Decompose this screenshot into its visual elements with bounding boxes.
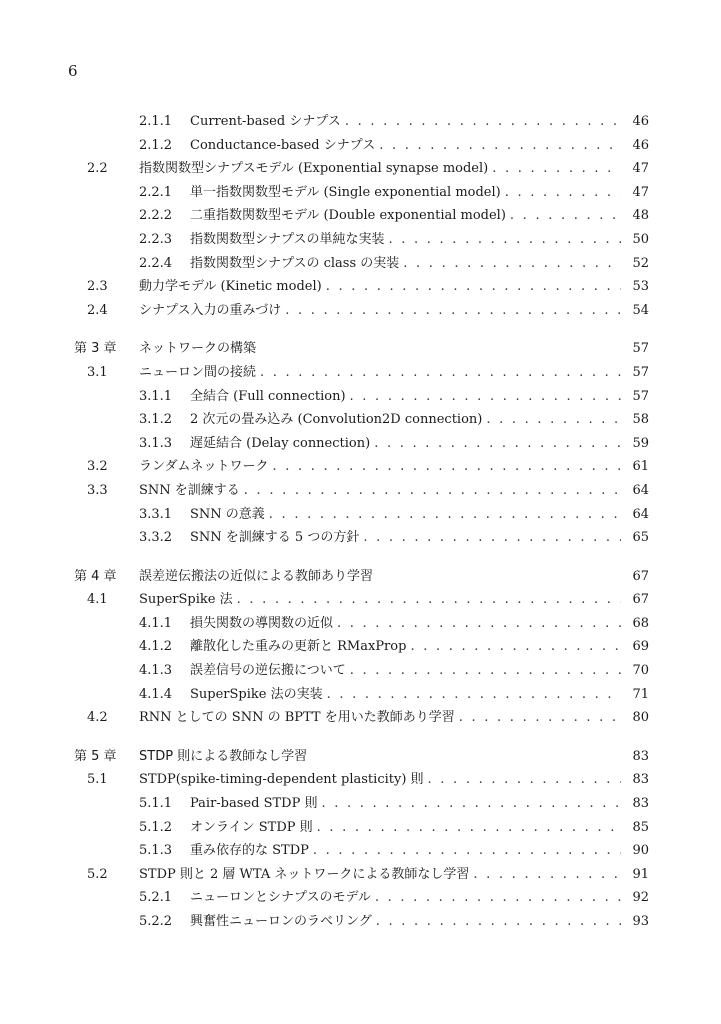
- toc-entry-sub[interactable]: [0, 110, 721, 134]
- toc-entry-sec[interactable]: [0, 455, 721, 479]
- toc-entry-page: 46: [621, 134, 649, 158]
- toc-entry-title: 誤差信号の逆伝搬について: [190, 659, 350, 683]
- toc-entry-sub[interactable]: [0, 792, 721, 816]
- dot-leader: [374, 432, 649, 456]
- toc-entry-number: 2.2: [87, 161, 108, 177]
- toc-entry-page: 57: [621, 337, 649, 361]
- toc-entry-sub[interactable]: [0, 659, 721, 683]
- toc-entry-title-wrap: [190, 635, 649, 659]
- toc-entry-number: 3.1.2: [139, 412, 173, 428]
- dot-leader: [363, 526, 649, 550]
- toc-entry-title: ランダムネットワーク: [139, 455, 272, 479]
- toc-entry-title-wrap: [190, 910, 649, 934]
- toc-entry-title: Current-based シナプス: [190, 110, 345, 134]
- toc-entry-number: 4.1.3: [139, 663, 173, 679]
- toc-entry-title: 誤差逆伝搬法の近似による教師あり学習: [139, 565, 377, 589]
- toc-entry-title: RNN としての SNN の BPTT を用いた教師あり学習: [139, 706, 459, 730]
- toc-entry-page: 93: [621, 910, 649, 934]
- toc-entry-number: 2.2.1: [139, 184, 173, 200]
- toc-entry-title-wrap: [190, 110, 649, 134]
- toc-entry-title: STDP 則による教師なし学習: [139, 745, 311, 769]
- toc-entry-page: 58: [621, 408, 649, 432]
- toc-entry-title: SuperSpike 法: [139, 588, 237, 612]
- toc-entry-title: 離散化した重みの更新と RMaxProp: [190, 635, 410, 659]
- dot-leader: [337, 612, 649, 636]
- toc-entry-title-wrap: [139, 361, 649, 385]
- toc-entry-page: 64: [621, 479, 649, 503]
- toc-entry-title-wrap: [190, 683, 649, 707]
- toc-entry-number: 3.1.3: [139, 435, 173, 451]
- toc-entry-number: 2.3: [87, 279, 108, 295]
- toc-entry-title: 遅延結合 (Delay connection): [190, 432, 374, 456]
- toc-entry-number: 5.2: [87, 866, 108, 882]
- toc-entry-number: 3.1.1: [139, 388, 173, 404]
- toc-entry-title-wrap: [190, 839, 649, 863]
- toc-entry-number: 5.2.1: [139, 890, 173, 906]
- toc-entry-page: 48: [621, 204, 649, 228]
- toc-entry-page: 80: [621, 706, 649, 730]
- toc-entry-title: Pair-based STDP 則: [190, 792, 321, 816]
- toc-entry-sub[interactable]: [0, 432, 721, 456]
- toc-entry-title: ネットワークの構築: [139, 337, 260, 361]
- toc-entry-page: 59: [621, 432, 649, 456]
- toc-entry-sec[interactable]: [0, 588, 721, 612]
- toc-entry-title-wrap: [139, 479, 649, 503]
- toc-entry-number: 3.3: [87, 482, 108, 498]
- toc-entry-title: ニューロン間の接続: [139, 361, 260, 385]
- toc-entry-number: 2.2.4: [139, 255, 173, 271]
- toc-entry-sub[interactable]: [0, 635, 721, 659]
- toc-entry-page: 46: [621, 110, 649, 134]
- toc-entry-sub[interactable]: [0, 910, 721, 934]
- toc-entry-title-wrap: [139, 745, 649, 769]
- toc-entry-number: 4.1.2: [139, 639, 173, 655]
- toc-entry-number: 4.2: [87, 710, 108, 726]
- toc-entry-title: オンライン STDP 則: [190, 816, 317, 840]
- toc-entry-title: 動力学モデル (Kinetic model): [139, 275, 326, 299]
- toc-entry-title-wrap: [190, 526, 649, 550]
- toc-entry-title: 指数関数型シナプスの単純な実装: [190, 228, 388, 252]
- toc-entry-title-wrap: [190, 612, 649, 636]
- toc-entry-title-wrap: [190, 228, 649, 252]
- toc-entry-title-wrap: [190, 816, 649, 840]
- toc-entry-title-wrap: [139, 863, 649, 887]
- dot-leader: [237, 588, 649, 612]
- toc-entry-number: 2.1.1: [139, 114, 173, 129]
- toc-entry-page: 71: [621, 683, 649, 707]
- toc-entry-sub[interactable]: [0, 886, 721, 910]
- dot-leader: [403, 252, 649, 276]
- toc-entry-title-wrap: [139, 706, 649, 730]
- toc-entry-title-wrap: [190, 385, 649, 409]
- toc-entry-title-wrap: [139, 768, 649, 792]
- toc-entry-sub[interactable]: [0, 134, 721, 158]
- dot-leader: [388, 228, 649, 252]
- toc-entry-title-wrap: [190, 503, 649, 527]
- dot-leader: [410, 635, 649, 659]
- toc-entry-title-wrap: [139, 565, 649, 589]
- toc-entry-sub[interactable]: [0, 503, 721, 527]
- toc-entry-sub[interactable]: [0, 526, 721, 550]
- toc-entry-sec[interactable]: [0, 863, 721, 887]
- toc-entry-title-wrap: [139, 337, 649, 361]
- toc-entry-number: 5.2.2: [139, 914, 173, 929]
- toc-entry-title: シナプス入力の重みづけ: [139, 299, 285, 323]
- toc-entry-number: 4.1: [87, 592, 108, 608]
- toc-entry-sec[interactable]: [0, 479, 721, 503]
- toc-entry-sec[interactable]: [0, 706, 721, 730]
- toc-entry-title: SNN の意義: [190, 503, 269, 527]
- toc-entry-number: 2.4: [87, 302, 108, 318]
- toc-entry-page: 83: [621, 745, 649, 769]
- toc-entry-number: 2.2.3: [139, 231, 173, 247]
- toc-entry-number: 3.2: [87, 459, 108, 475]
- toc-entry-page: 91: [621, 863, 649, 887]
- toc-entry-title-wrap: [139, 299, 649, 323]
- toc-entry-sec[interactable]: [0, 157, 721, 181]
- toc-entry-title: 二重指数関数型モデル (Double exponential model): [190, 204, 510, 228]
- dot-leader: [379, 134, 649, 158]
- toc-entry-title: SNN を訓練する: [139, 479, 244, 503]
- toc-entry-page: 53: [621, 275, 649, 299]
- toc-entry-page: 69: [621, 635, 649, 659]
- toc-entry-title: ニューロンとシナプスのモデル: [190, 886, 375, 910]
- toc-entry-page: 61: [621, 455, 649, 479]
- toc-entry-number: 3.3.1: [139, 506, 173, 522]
- toc-entry-page: 90: [621, 839, 649, 863]
- dot-leader: [272, 455, 649, 479]
- toc-entry-title-wrap: [139, 275, 649, 299]
- toc-entry-sec[interactable]: [0, 768, 721, 792]
- toc-entry-number: 5.1.1: [139, 796, 173, 812]
- toc-entry-title-wrap: [139, 455, 649, 479]
- toc-entry-title: 2 次元の畳み込み (Convolution2D connection): [190, 408, 486, 432]
- toc-entry-title-wrap: [190, 134, 649, 158]
- toc-entry-title-wrap: [190, 181, 649, 205]
- toc-entry-number: 4.1.1: [139, 615, 173, 631]
- dot-leader: [313, 839, 649, 863]
- toc-entry-page: 67: [621, 588, 649, 612]
- toc-entry-title-wrap: [190, 886, 649, 910]
- dot-leader: [327, 683, 649, 707]
- toc-entry-title: 興奮性ニューロンのラベリング: [190, 910, 376, 934]
- toc-entry-title-wrap: [139, 157, 649, 181]
- toc-entry-title-wrap: [190, 252, 649, 276]
- toc-entry-title: SuperSpike 法の実装: [190, 683, 327, 707]
- toc-entry-page: 83: [621, 792, 649, 816]
- toc-entry-title: STDP 則と 2 層 WTA ネットワークによる教師なし学習: [139, 863, 473, 887]
- toc-entry-sub[interactable]: [0, 252, 721, 276]
- page-number: 6: [68, 62, 78, 80]
- toc-entry-page: 92: [621, 886, 649, 910]
- dot-leader: [350, 659, 649, 683]
- toc-entry-sec[interactable]: [0, 361, 721, 385]
- dot-leader: [350, 385, 649, 409]
- toc-entry-page: 50: [621, 228, 649, 252]
- toc-entry-chapter[interactable]: [0, 337, 721, 361]
- toc-entry-sub[interactable]: [0, 683, 721, 707]
- toc-entry-chapter[interactable]: [0, 565, 721, 589]
- toc-entry-page: 85: [621, 816, 649, 840]
- toc-entry-sub[interactable]: [0, 612, 721, 636]
- toc-entry-title-wrap: [190, 408, 649, 432]
- toc-entry-page: 57: [621, 361, 649, 385]
- toc-entry-sub[interactable]: [0, 839, 721, 863]
- toc-entry-sub[interactable]: [0, 816, 721, 840]
- toc-entry-page: 65: [621, 526, 649, 550]
- toc-entry-number: 4.1.4: [139, 686, 173, 702]
- table-of-contents: [0, 110, 721, 934]
- toc-entry-page: 83: [621, 768, 649, 792]
- toc-entry-title: 単一指数関数型モデル (Single exponential model): [190, 181, 505, 205]
- toc-entry-page: 57: [621, 385, 649, 409]
- toc-entry-sub[interactable]: [0, 228, 721, 252]
- dot-leader: [376, 910, 649, 934]
- toc-entry-page: 67: [621, 565, 649, 589]
- toc-entry-sub[interactable]: [0, 408, 721, 432]
- toc-entry-title: 損失関数の導関数の近似: [190, 612, 337, 636]
- toc-entry-sub[interactable]: [0, 385, 721, 409]
- toc-entry-sec[interactable]: [0, 299, 721, 323]
- dot-leader: [317, 816, 649, 840]
- toc-entry-number: 5.1.2: [139, 819, 173, 835]
- toc-entry-page: 68: [621, 612, 649, 636]
- dot-leader: [345, 110, 649, 134]
- toc-entry-page: 64: [621, 503, 649, 527]
- toc-entry-number: 5.1.3: [139, 843, 173, 859]
- toc-entry-title-wrap: [190, 204, 649, 228]
- toc-entry-number: 5.1: [87, 772, 108, 788]
- toc-entry-title-wrap: [139, 588, 649, 612]
- toc-entry-number: 第 3 章: [74, 341, 117, 357]
- toc-entry-title-wrap: [190, 432, 649, 456]
- toc-entry-number: 2.1.2: [139, 137, 173, 153]
- toc-entry-title: 指数関数型シナプスの class の実装: [190, 252, 403, 276]
- toc-entry-title: 全結合 (Full connection): [190, 385, 350, 409]
- toc-entry-sub[interactable]: [0, 204, 721, 228]
- toc-entry-chapter[interactable]: [0, 745, 721, 769]
- toc-entry-sec[interactable]: [0, 275, 721, 299]
- toc-entry-title-wrap: [190, 792, 649, 816]
- toc-entry-title: 重み依存的な STDP: [190, 839, 313, 863]
- dot-leader: [321, 792, 649, 816]
- toc-entry-title: Conductance-based シナプス: [190, 134, 379, 158]
- dot-leader: [326, 275, 649, 299]
- toc-entry-title: STDP(spike-timing-dependent plasticity) 則: [139, 768, 428, 792]
- dot-leader: [244, 479, 649, 503]
- toc-entry-page: 47: [621, 181, 649, 205]
- dot-leader: [269, 503, 649, 527]
- toc-entry-title: SNN を訓練する 5 つの方針: [190, 526, 363, 550]
- dot-leader: [375, 886, 649, 910]
- toc-entry-number: 第 5 章: [74, 748, 117, 764]
- toc-entry-number: 3.3.2: [139, 530, 173, 546]
- dot-leader: [285, 299, 649, 323]
- dot-leader: [260, 361, 649, 385]
- toc-entry-sub[interactable]: [0, 181, 721, 205]
- toc-entry-page: 70: [621, 659, 649, 683]
- toc-entry-title: 指数関数型シナプスモデル (Exponential synapse model): [139, 157, 492, 181]
- toc-entry-page: 52: [621, 252, 649, 276]
- toc-entry-number: 3.1: [87, 364, 108, 380]
- toc-entry-title-wrap: [190, 659, 649, 683]
- toc-entry-page: 54: [621, 299, 649, 323]
- toc-entry-page: 47: [621, 157, 649, 181]
- toc-entry-number: 第 4 章: [74, 568, 117, 584]
- toc-entry-number: 2.2.2: [139, 208, 173, 224]
- dot-leader: [428, 768, 649, 792]
